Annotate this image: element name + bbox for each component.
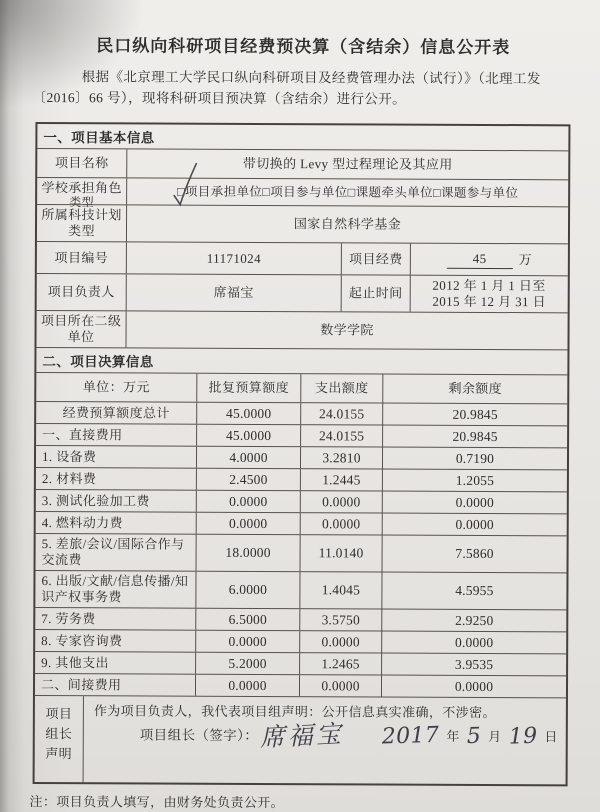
school-role-options-cell: [126, 178, 568, 206]
funding-amount: 45: [447, 250, 513, 268]
budget-spent: 24.0155: [300, 425, 382, 446]
section-2-title: 二、项目决算信息: [42, 354, 154, 370]
school-role-label: [37, 178, 126, 210]
project-name-label: 项目名称: [54, 155, 109, 171]
plan-type-label: [37, 205, 126, 241]
budget-row-other: [35, 651, 566, 675]
budget-row-fuel: [36, 511, 567, 535]
declaration-row: [35, 695, 566, 784]
plan-type-label-line2: 类型: [68, 223, 95, 239]
budget-spent: 3.5750: [299, 609, 381, 630]
budget-row-total: [36, 401, 567, 425]
intro-line-1: 根据《北京理工大学民口纵向科研项目及经费管理办法（试行）》（北理工发: [81, 69, 541, 87]
budget-spent: 1.2465: [299, 653, 381, 674]
project-number-value: 11171024: [126, 242, 341, 274]
budget-spent: 0.0000: [300, 513, 382, 534]
declaration-label-line1: 项目: [45, 706, 73, 722]
budget-remaining: 1.2055: [382, 470, 567, 492]
budget-remaining: 0.0000: [382, 492, 567, 514]
project-name-row: [37, 148, 568, 179]
budget-header-row: [36, 372, 567, 403]
footnote: 注：项目负责人填写，由财务处负责公开。: [29, 793, 285, 811]
signature-row: [84, 719, 566, 753]
duration-line2: 2015 年 12 月 31 日: [432, 293, 547, 310]
budget-row-materials: [36, 467, 567, 491]
declaration-body: [83, 696, 566, 784]
plan-type-value: 国家自然科学基金: [126, 205, 568, 243]
intro-paragraph: [33, 66, 571, 110]
budget-row-indirect: [35, 673, 566, 697]
dept-value: 数学学院: [125, 311, 567, 349]
budget-row-consulting: [35, 629, 566, 653]
date-month-unit: 月: [488, 728, 502, 745]
budget-approved: 0.0000: [195, 631, 299, 652]
budget-row-equipment: [36, 445, 567, 469]
budget-remaining: 0.0000: [381, 632, 566, 654]
budget-col-unit: 单位：万元: [82, 379, 150, 395]
duration-value: [410, 276, 568, 313]
budget-spent: 1.4045: [299, 572, 381, 608]
duration-line1: 2012 年 1 月 1 日至: [432, 277, 546, 294]
dept-row: [36, 310, 567, 349]
pi-row: [37, 273, 568, 312]
declaration-statement: 作为项目负责人，我代表项目组声明：公开信息真实准确，不涉密。: [93, 703, 496, 721]
section-1-header-row: [37, 124, 568, 150]
budget-remaining: 0.0000: [381, 676, 566, 698]
budget-remaining: 0.7190: [382, 448, 567, 470]
date-day-unit: 日: [544, 729, 558, 745]
date-month-handwriting: 5: [466, 723, 482, 750]
plan-type-row: [37, 204, 568, 243]
project-number-row: [37, 241, 568, 275]
budget-row-label: 7. 劳务费: [41, 610, 96, 626]
budget-row-label: 4. 燃料动力费: [41, 514, 123, 530]
budget-row-label: 经费预算额度总计: [62, 404, 170, 421]
budget-approved: 0.0000: [195, 675, 299, 696]
school-role-options-text: □项目承担单位□项目参与单位□课题牵头单位□课题参与单位: [176, 184, 519, 201]
budget-approved: 45.0000: [196, 403, 300, 424]
plan-type-label-line1: 所属科技计划: [41, 207, 122, 223]
date-year-handwriting: 2017: [381, 722, 440, 750]
budget-remaining: 20.9845: [382, 426, 567, 448]
dept-label-line2: 单位: [67, 329, 95, 345]
budget-col-approved: 批复预算额度: [196, 374, 300, 402]
budget-spent: 0.0000: [300, 491, 382, 512]
budget-row-label: 1. 设备费: [41, 448, 97, 464]
budget-row-label: 二、间接费用: [40, 676, 122, 692]
budget-spent: 0.0000: [299, 631, 381, 652]
budget-row-label: 3. 测试化验加工费: [41, 492, 150, 509]
budget-approved: 6.0000: [195, 572, 299, 608]
budget-remaining: 7.5860: [382, 536, 567, 573]
budget-spent: 0.0000: [299, 675, 381, 696]
budget-col-remaining: 剩余额度: [382, 375, 567, 404]
budget-remaining: 4.5955: [381, 573, 566, 610]
signature-handwriting: 席福宝: [259, 719, 345, 753]
budget-col-spent: 支出额度: [300, 374, 382, 402]
school-role-label-text: 学校承担角色: [41, 180, 122, 196]
pi-label: 项目负责人: [47, 284, 115, 300]
budget-spent: 11.0140: [300, 535, 382, 571]
pi-value: 席福宝: [126, 274, 341, 311]
budget-row-label: 6. 出版/文献/信息传播/知识产权事务费: [41, 573, 189, 605]
budget-approved: 0.0000: [196, 491, 300, 512]
page-title: 民口纵向科研项目经费预决算（含结余）信息公开表: [96, 36, 511, 58]
signature-date: [381, 722, 560, 750]
budget-approved: 5.2000: [195, 653, 299, 674]
budget-spent: 1.2445: [300, 469, 382, 490]
budget-row-travel: [36, 533, 567, 572]
declaration-label: [35, 696, 83, 782]
dept-label: [36, 311, 125, 347]
budget-row-label: 9. 其他支出: [41, 654, 109, 670]
declaration-label-line2: 组长: [45, 726, 73, 742]
budget-approved: 0.0000: [196, 513, 300, 534]
budget-row-label: 一、直接费用: [42, 426, 123, 442]
handwritten-check-icon: [171, 162, 199, 210]
budget-approved: 6.5000: [195, 609, 299, 630]
date-year-unit: 年: [446, 728, 460, 744]
budget-remaining: 2.9250: [381, 610, 566, 632]
section-2-header-row: [36, 347, 567, 374]
budget-remaining: 20.9845: [382, 404, 567, 426]
budget-row-label: 5. 差旅/会议/国际合作与交流费: [41, 536, 185, 568]
budget-approved: 45.0000: [196, 425, 300, 446]
budget-spent: 3.2810: [300, 447, 382, 468]
date-day-handwriting: 19: [508, 723, 538, 750]
duration-label: 起止时间: [341, 275, 410, 311]
intro-line-2: 〔2016〕66 号），现将科研项目预决算（含结余）进行公开。: [32, 89, 407, 107]
school-role-options: [177, 184, 518, 201]
budget-row-label: 8. 专家咨询费: [41, 632, 123, 648]
funding-label: 项目经费: [341, 243, 410, 274]
budget-row-testing: [36, 489, 567, 513]
main-table: [33, 122, 571, 786]
project-number-label: 项目编号: [54, 249, 109, 265]
dept-label-line1: 项目所在二级: [40, 313, 122, 329]
budget-row-publication: [35, 570, 566, 609]
budget-spent: 24.0155: [300, 403, 382, 424]
declaration-label-line3: 声明: [45, 746, 73, 762]
school-role-label-clipped: 类型: [69, 195, 95, 210]
page-content: [29, 0, 571, 812]
section-1-title: 一、项目基本信息: [43, 130, 155, 146]
project-name-value: 带切换的 Levy 型过程理论及其应用: [126, 149, 568, 179]
budget-row-direct: [36, 423, 567, 447]
funding-value-cell: [410, 244, 568, 276]
budget-remaining: 0.0000: [382, 514, 567, 536]
budget-approved: 4.0000: [196, 447, 300, 468]
budget-approved: 2.4500: [196, 469, 300, 490]
budget-row-labor: [35, 607, 566, 631]
budget-remaining: 3.9535: [381, 654, 566, 676]
budget-row-label: 2. 材料费: [41, 470, 97, 486]
funding-unit: 万: [518, 251, 533, 267]
signature-label: 项目组长（签字）：: [139, 727, 259, 743]
budget-approved: 18.0000: [196, 535, 300, 571]
school-role-row: [37, 177, 568, 210]
